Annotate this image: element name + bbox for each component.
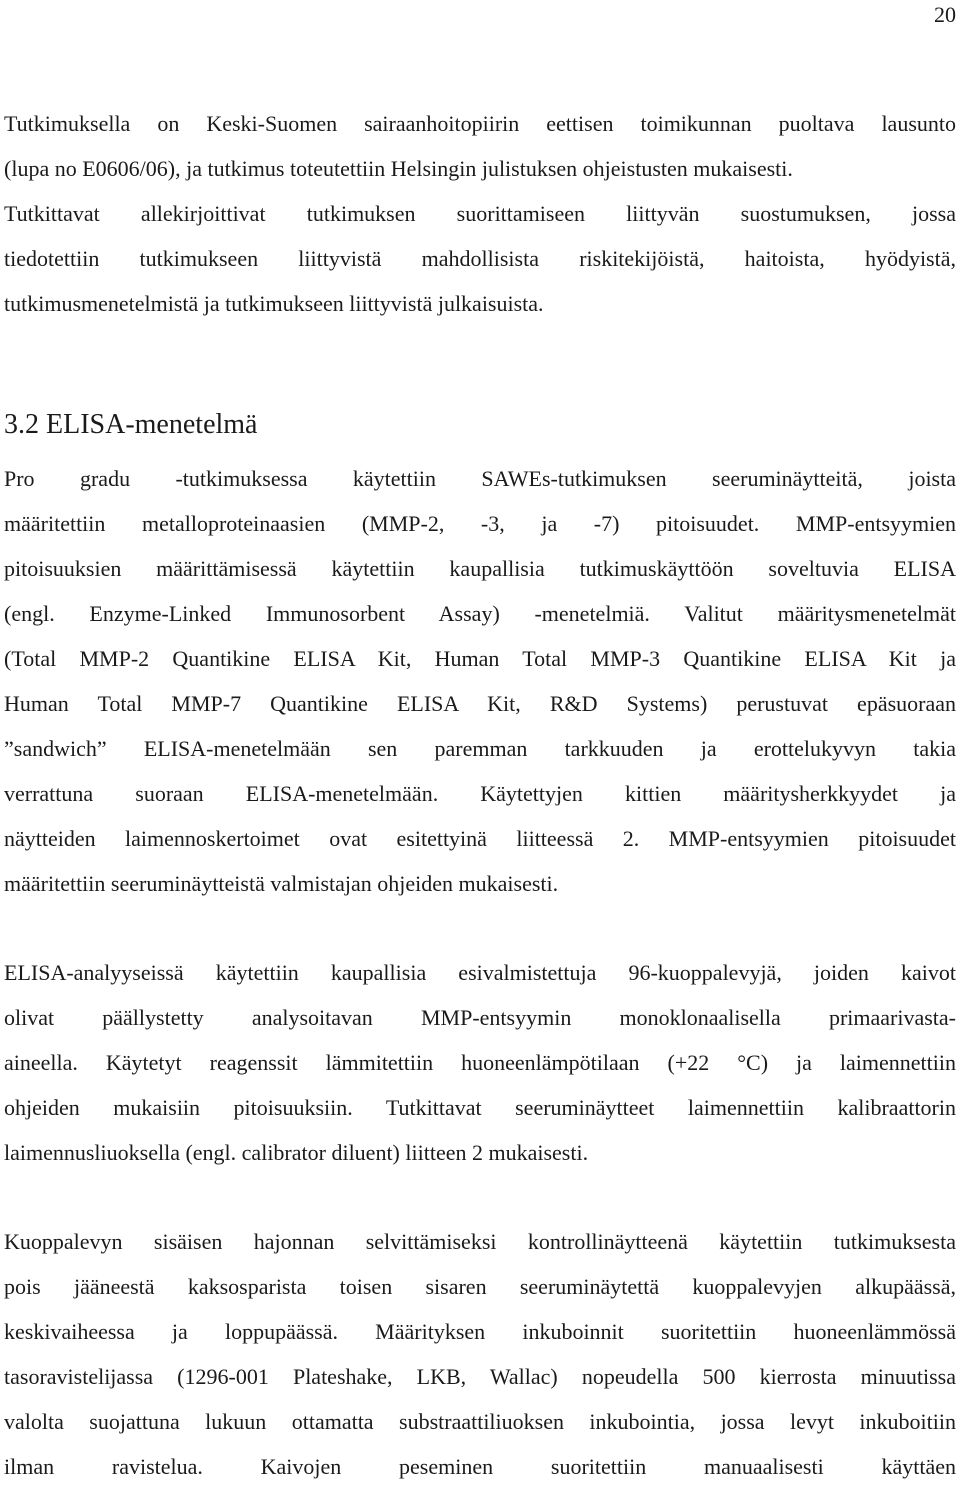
text-line: näytteiden laimennoskertoimet ovat esitettyinä liitteessä 2. MMP-entsyymien pitoisuudet: [4, 826, 956, 851]
text-line: ELISA-analyyseissä käytettiin kaupallisia esivalmistettuja 96-kuoppalevyjä, joiden kaivot: [4, 960, 956, 985]
text-line: valolta suojattuna lukuun ottamatta substraattiliuoksen inkubointia, jossa levyt inkuboitiin: [4, 1409, 956, 1434]
text-line: tasoravistelijassa (1296-001 Plateshake, LKB, Wallac) nopeudella 500 kierrosta minuutissa: [4, 1364, 956, 1389]
text-line: ohjeiden mukaisiin pitoisuuksiin. Tutkittavat seeruminäytteet laimennettiin kalibraattorin: [4, 1095, 956, 1120]
text-line: Tutkittavat allekirjoittivat tutkimuksen suorittamiseen liittyvän suostumuksen, jossa: [4, 201, 956, 226]
text-line: Human Total MMP-7 Quantikine ELISA Kit, R&D Systems) perustuvat epäsuoraan: [4, 691, 956, 716]
text-line: (engl. Enzyme-Linked Immunosorbent Assay) -menetelmiä. Valitut määritysmenetelmät: [4, 601, 956, 626]
paragraph-elisa-method: [4, 456, 956, 906]
text-line: Tutkimuksella on Keski-Suomen sairaanhoitopiirin eettisen toimikunnan puoltava lausunto: [4, 111, 956, 136]
text-line: (Total MMP-2 Quantikine ELISA Kit, Human Total MMP-3 Quantikine ELISA Kit ja: [4, 646, 956, 671]
text-line: tutkimusmenetelmistä ja tutkimukseen liittyvistä julkaisuista.: [4, 291, 544, 316]
text-line: aineella. Käytetyt reagenssit lämmitettiin huoneenlämpötilaan (+22 °C) ja laimennettiin: [4, 1050, 956, 1075]
text-line: Kuoppalevyn sisäisen hajonnan selvittämiseksi kontrollinäytteenä käytettiin tutkimuksesta: [4, 1229, 956, 1254]
text-line: pitoisuuksien määrittämisessä käytettiin kaupallisia tutkimuskäyttöön soveltuvia ELISA: [4, 556, 956, 581]
text-line: ”sandwich” ELISA-menetelmään sen paremman tarkkuuden ja erottelukyvyn takia: [4, 736, 956, 761]
text-line: keskivaiheessa ja loppupäässä. Määrityksen inkuboinnit suoritettiin huoneenlämmössä: [4, 1319, 956, 1344]
paragraph-ethics: [4, 101, 956, 326]
section-heading: 3.2 ELISA-menetelmä: [4, 409, 258, 440]
text-line: määritettiin seeruminäytteistä valmistajan ohjeiden mukaisesti.: [4, 871, 559, 896]
page-number: 20: [934, 2, 956, 27]
paragraph-plates: [4, 950, 956, 1175]
text-line: verrattuna suoraan ELISA-menetelmään. Käytettyjen kittien määritysherkkyydet ja: [4, 781, 956, 806]
paragraph-control-sample: [4, 1219, 956, 1489]
text-line: määritettiin metalloproteinaasien (MMP-2, -3, ja -7) pitoisuudet. MMP-entsyymien: [4, 511, 956, 536]
text-line: laimennusliuoksella (engl. calibrator diluent) liitteen 2 mukaisesti.: [4, 1140, 589, 1165]
text-line: Pro gradu -tutkimuksessa käytettiin SAWEs-tutkimuksen seeruminäytteitä, joista: [4, 466, 956, 491]
text-line: ilman ravistelua. Kaivojen peseminen suoritettiin manuaalisesti käyttäen: [4, 1454, 956, 1479]
text-line: olivat päällystetty analysoitavan MMP-entsyymin monoklonaalisella primaarivasta-: [4, 1005, 956, 1030]
text-line: (lupa no E0606/06), ja tutkimus toteutettiin Helsingin julistuksen ohjeistusten mukaisesti.: [4, 156, 793, 181]
text-line: tiedotettiin tutkimukseen liittyvistä mahdollisista riskitekijöistä, haitoista, hyödyistä,: [4, 246, 956, 271]
text-line: pois jääneestä kaksosparista toisen sisaren seeruminäytettä kuoppalevyjen alkupäässä,: [4, 1274, 956, 1299]
